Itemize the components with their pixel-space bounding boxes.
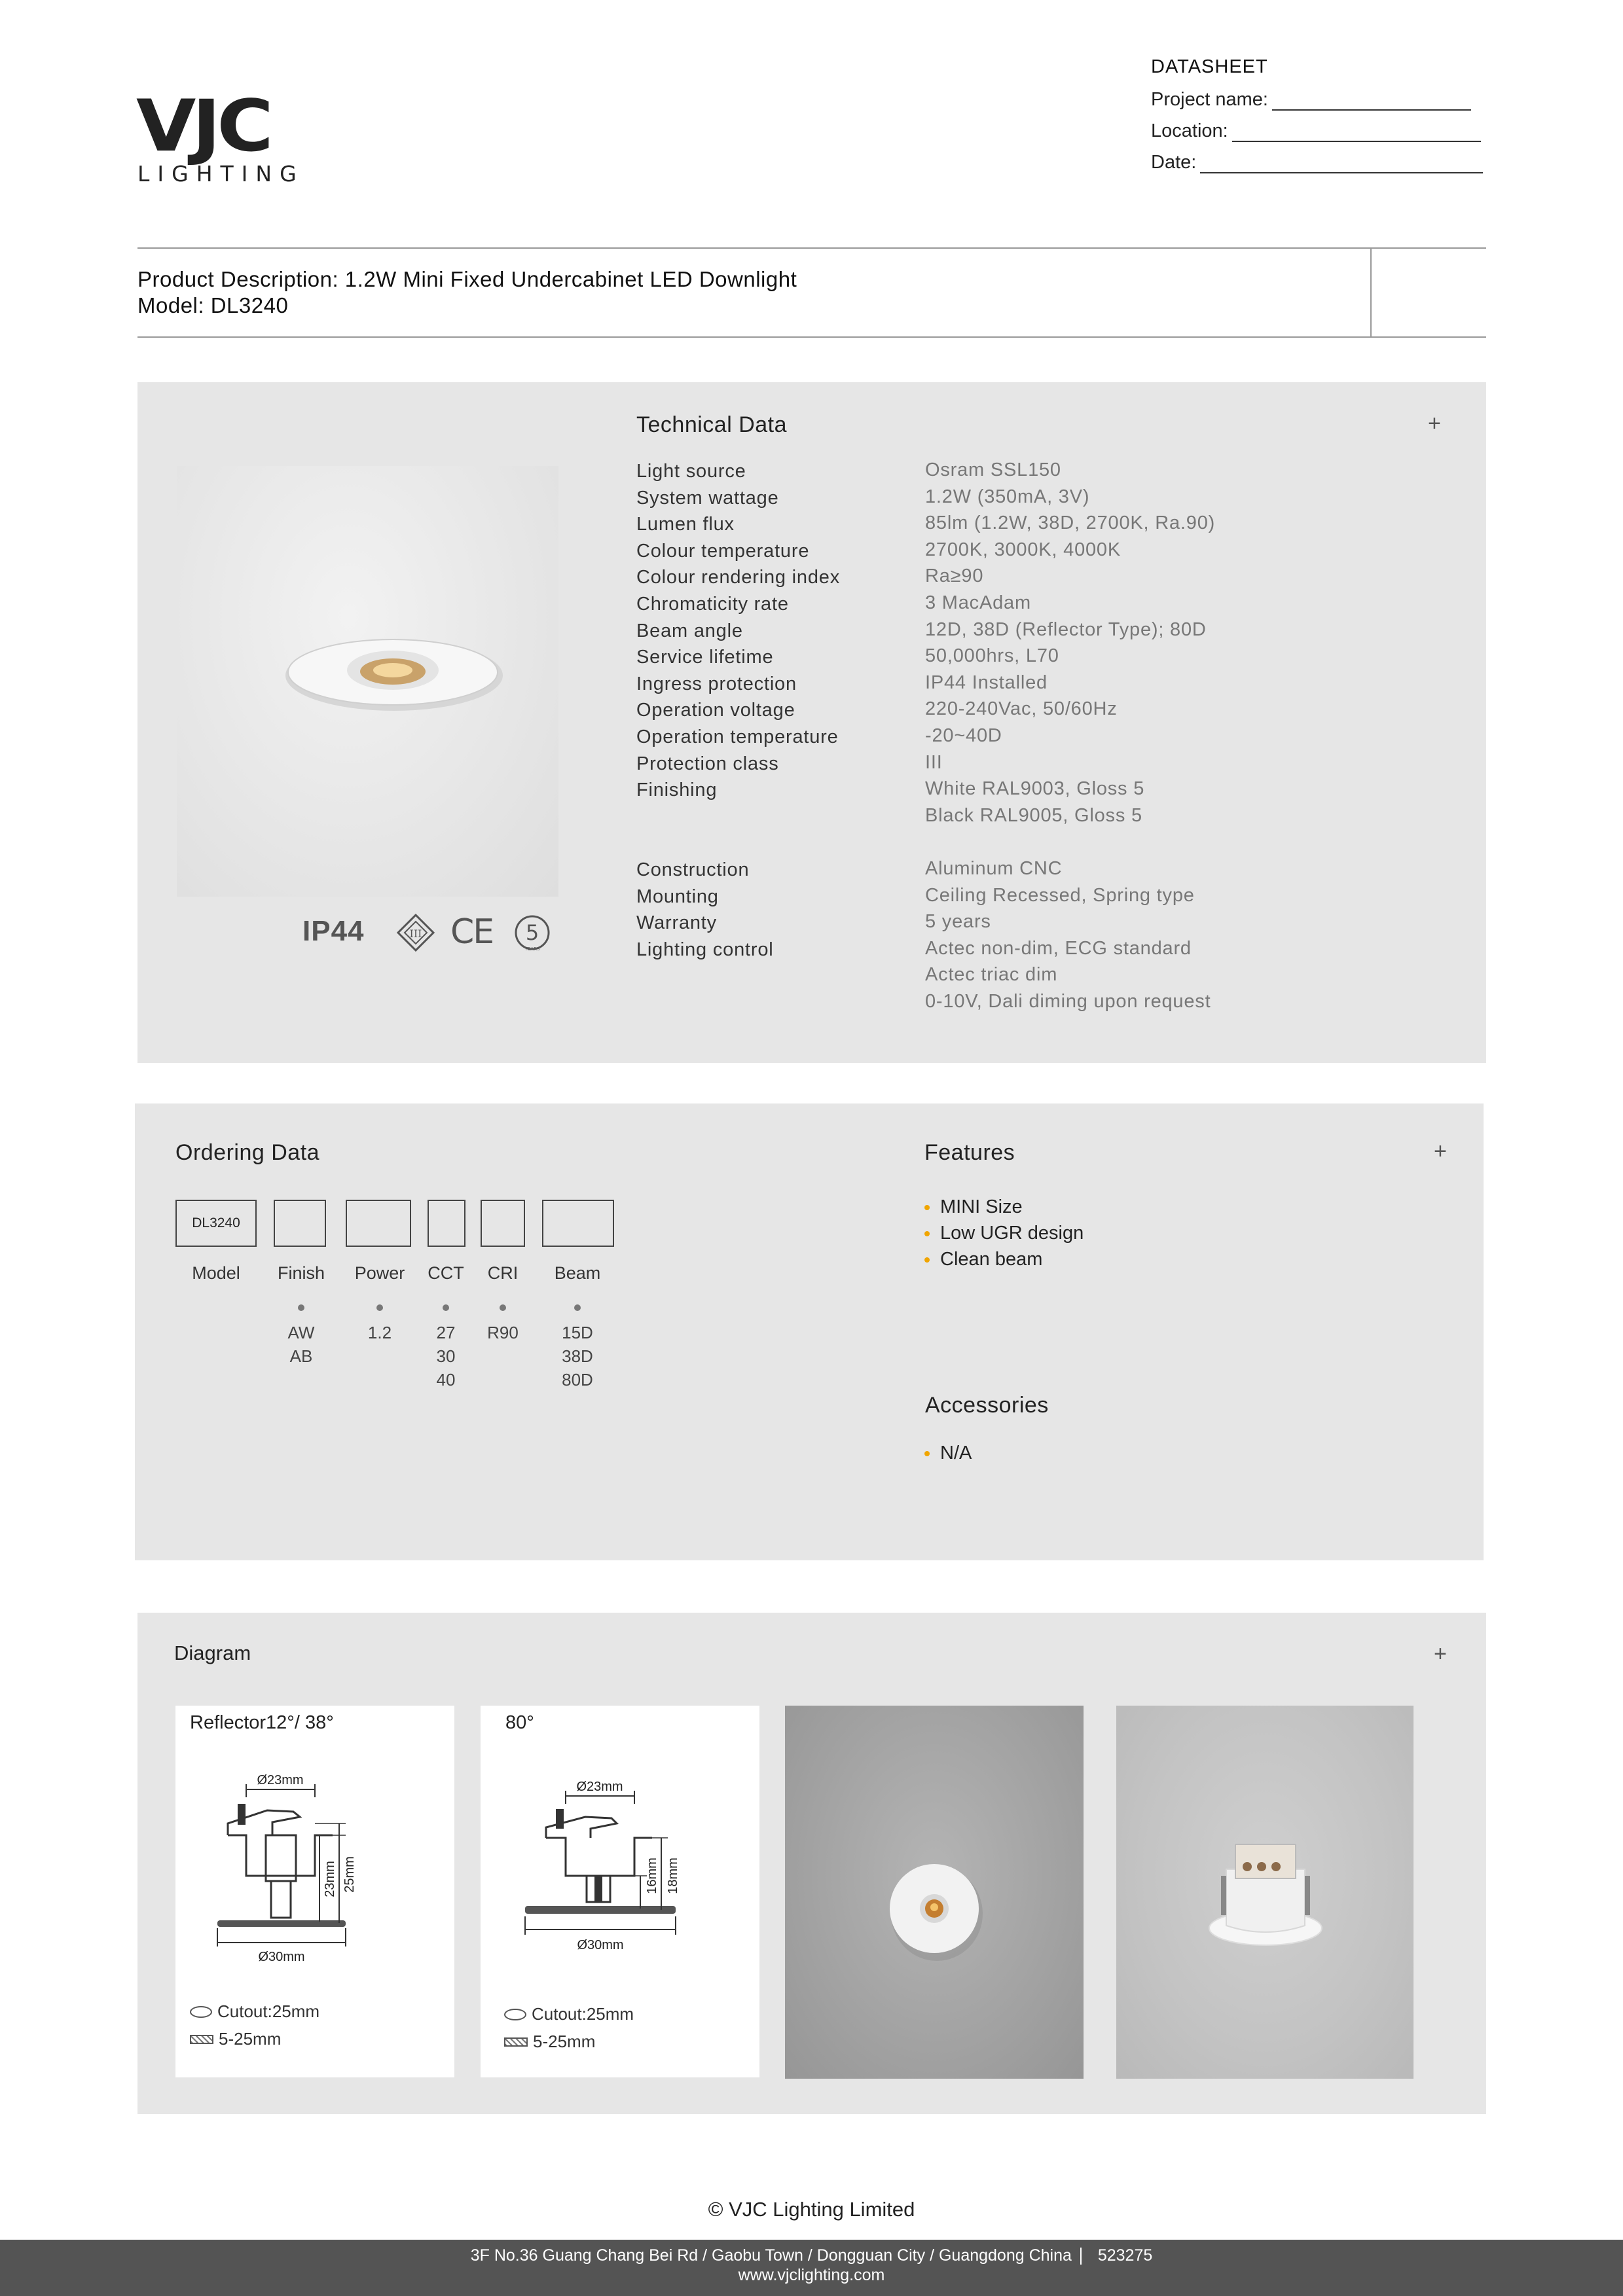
front-view-photo (785, 1706, 1084, 2079)
thickness-value: 5-25mm (219, 2029, 282, 2049)
cutout-value: Cutout:25mm (217, 2001, 320, 2021)
ordering-column-label: Model (192, 1263, 240, 1283)
cutout-note (504, 2004, 634, 2024)
downlight-photo-icon (177, 466, 558, 897)
tech-label: System wattage (636, 487, 779, 509)
datasheet-title: DATASHEET (1151, 56, 1268, 77)
80-degree-dimension-drawing (513, 1778, 736, 1967)
footer-address-text: 3F No.36 Guang Chang Bei Rd / Gaobu Town / Dongguan City / Guangdong China (470, 2246, 1072, 2265)
ordering-panel (135, 1103, 1484, 1560)
bullet-icon (924, 1205, 930, 1210)
ordering-option-value[interactable]: AB (289, 1346, 313, 1366)
list-item-text: Low UGR design (940, 1223, 1084, 1244)
power-box[interactable] (346, 1200, 411, 1247)
tech-label: Operation temperature (636, 726, 839, 747)
reflector-dimension-drawing (208, 1771, 431, 1967)
cutout-icon (504, 2009, 526, 2020)
cutout-icon (190, 2006, 212, 2018)
description-divider (1370, 247, 1372, 338)
ceiling-thickness-icon (190, 2035, 213, 2044)
svg-text:Ø23mm: Ø23mm (576, 1780, 623, 1794)
svg-text:Ø30mm: Ø30mm (258, 1950, 305, 1964)
tech-label: Ingress protection (636, 673, 797, 694)
diagram-expand-button[interactable]: + (1434, 1641, 1447, 1666)
cutout-note (190, 2001, 319, 2022)
features-expand-button[interactable]: + (1434, 1139, 1447, 1164)
ordering-option-value[interactable]: 38D (562, 1346, 593, 1366)
tech-value: Osram SSL150 (925, 459, 1061, 480)
downlight-front-icon (785, 1706, 1084, 2079)
ordering-option-value[interactable]: 80D (562, 1370, 593, 1390)
brand-logo: VJC (136, 84, 270, 168)
description-bottom-rule (137, 336, 1486, 338)
ordering-option-dot (376, 1304, 383, 1311)
finish-box[interactable] (274, 1200, 326, 1247)
cutout-value: Cutout:25mm (532, 2004, 634, 2024)
technical-expand-button[interactable]: + (1428, 411, 1441, 436)
ordering-option-value[interactable]: 15D (562, 1323, 593, 1342)
tech-label: Protection class (636, 753, 779, 774)
ip44-mark: IP44 (302, 915, 365, 947)
tech-value: 85lm (1.2W, 38D, 2700K, Ra.90) (925, 512, 1216, 534)
thickness-note (504, 2032, 595, 2052)
diagram-card-80 (481, 1706, 759, 2077)
list-item (924, 1223, 1084, 1244)
svg-text:III: III (409, 927, 422, 940)
svg-text:Ø23mm: Ø23mm (257, 1773, 304, 1787)
ordering-option-value[interactable]: AW (287, 1323, 315, 1342)
ordering-option-value[interactable]: R90 (487, 1323, 519, 1342)
ceiling-thickness-icon (504, 2037, 528, 2047)
tech-value: Black RAL9005, Gloss 5 (925, 804, 1142, 826)
footer-copyright: © VJC Lighting Limited (708, 2198, 915, 2221)
list-item-text: MINI Size (940, 1196, 1023, 1217)
tech-label: Operation voltage (636, 700, 795, 721)
diagram-title: Diagram (174, 1641, 251, 1664)
location-line (1232, 125, 1481, 142)
project-name-line (1272, 94, 1471, 111)
list-item-text: N/A (940, 1443, 972, 1463)
ordering-option-dot (574, 1304, 581, 1311)
model-code-box: DL3240 (175, 1200, 257, 1247)
tech-value: 12D, 38D (Reflector Type); 80D (925, 619, 1207, 640)
location-field[interactable] (1151, 120, 1481, 142)
tech-value: -20~40D (925, 725, 1002, 746)
svg-text:5: 5 (525, 920, 539, 945)
bullet-icon (924, 1257, 930, 1263)
features-title: Features (924, 1140, 1015, 1165)
list-item-text: Clean beam (940, 1249, 1043, 1270)
list-item (924, 1249, 1042, 1270)
svg-text:YEARS: YEARS (524, 946, 540, 952)
date-line (1200, 156, 1483, 173)
product-description: Product Description: 1.2W Mini Fixed Undercabinet LED Downlight (137, 267, 797, 291)
location-label: Location: (1151, 120, 1228, 141)
tech-label: Colour rendering index (636, 567, 840, 588)
svg-text:Ø30mm: Ø30mm (577, 1938, 624, 1952)
list-item (924, 1196, 1023, 1218)
ordering-option-dot (443, 1304, 449, 1311)
ordering-data-title: Ordering Data (175, 1140, 320, 1165)
ordering-column-label: Beam (554, 1263, 601, 1283)
ordering-column-label: Power (354, 1263, 405, 1283)
accessories-title: Accessories (925, 1393, 1049, 1418)
product-photo (177, 466, 558, 897)
ordering-column-label: CCT (428, 1263, 464, 1283)
footer-website-link[interactable]: www.vjclighting.com (738, 2266, 885, 2284)
cct-box[interactable] (428, 1200, 465, 1247)
diagram-card-reflector (175, 1706, 454, 2077)
ordering-option-dot (298, 1304, 304, 1311)
technical-data-title: Technical Data (636, 412, 788, 437)
tech-label: Beam angle (636, 620, 743, 641)
tech-value: 5 years (925, 911, 991, 933)
tech-value: Ra≥90 (925, 565, 984, 587)
tech-value: Actec triac dim (925, 964, 1058, 986)
date-field[interactable] (1151, 152, 1483, 173)
project-name-label: Project name: (1151, 89, 1268, 110)
class-iii-icon (397, 914, 435, 952)
tech-value: 50,000hrs, L70 (925, 645, 1059, 667)
tech-value: White RAL9003, Gloss 5 (925, 778, 1145, 800)
svg-text:25mm: 25mm (342, 1856, 357, 1893)
ordering-column-label: CRI (487, 1263, 519, 1283)
tech-label: Light source (636, 461, 746, 482)
tech-value: 220-240Vac, 50/60Hz (925, 698, 1118, 720)
diagram-card-title: Reflector12°/ 38° (190, 1712, 334, 1733)
tech-value: 2700K, 3000K, 4000K (925, 539, 1121, 560)
ordering-option-value[interactable]: 1.2 (367, 1323, 392, 1342)
bullet-icon (924, 1231, 930, 1236)
tech-value: 0-10V, Dali diming upon request (925, 991, 1211, 1012)
downlight-side-icon (1116, 1706, 1413, 2079)
tech-value: Actec non-dim, ECG standard (925, 937, 1192, 959)
project-name-field[interactable] (1151, 89, 1471, 111)
tech-label: Lumen flux (636, 514, 735, 535)
tech-value: Aluminum CNC (925, 858, 1063, 879)
cri-box[interactable] (481, 1200, 525, 1247)
product-model: Model: DL3240 (137, 293, 289, 317)
diagram-card-title: 80° (505, 1712, 534, 1733)
svg-text:23mm: 23mm (323, 1861, 337, 1897)
ordering-option-value[interactable]: 30 (436, 1346, 456, 1366)
warranty-5-years-icon (513, 914, 551, 952)
tech-label: Finishing (636, 780, 718, 801)
tech-label: Mounting (636, 886, 719, 907)
footer-address (0, 2246, 1623, 2265)
tech-label: Colour temperature (636, 540, 810, 562)
brand-logo-subtitle: LIGHTING (137, 161, 304, 187)
svg-text:18mm: 18mm (666, 1857, 680, 1894)
beam-box[interactable] (542, 1200, 614, 1247)
date-label: Date: (1151, 152, 1197, 173)
list-item (924, 1443, 972, 1464)
svg-text:16mm: 16mm (645, 1857, 659, 1894)
tech-label: Construction (636, 859, 750, 880)
ordering-option-value[interactable]: 27 (436, 1323, 456, 1342)
ce-mark-icon: CE (450, 912, 494, 952)
thickness-note (190, 2029, 281, 2049)
tech-label: Service lifetime (636, 647, 774, 668)
side-view-photo (1116, 1706, 1413, 2079)
ordering-option-dot (500, 1304, 506, 1311)
thickness-value: 5-25mm (533, 2032, 596, 2051)
footer-divider (1080, 2248, 1082, 2265)
tech-value: III (925, 751, 943, 773)
tech-value: Ceiling Recessed, Spring type (925, 884, 1195, 906)
tech-label: Warranty (636, 912, 717, 934)
bullet-icon (924, 1451, 930, 1456)
ordering-column-label: Finish (277, 1263, 325, 1283)
tech-value: IP44 Installed (925, 672, 1048, 693)
tech-value: 1.2W (350mA, 3V) (925, 486, 1090, 507)
description-top-rule (137, 247, 1486, 249)
tech-label: Lighting control (636, 939, 774, 960)
tech-label: Chromaticity rate (636, 594, 789, 615)
tech-value: 3 MacAdam (925, 592, 1031, 613)
footer-postcode: 523275 (1097, 2246, 1153, 2265)
ordering-option-value[interactable]: 40 (436, 1370, 456, 1390)
